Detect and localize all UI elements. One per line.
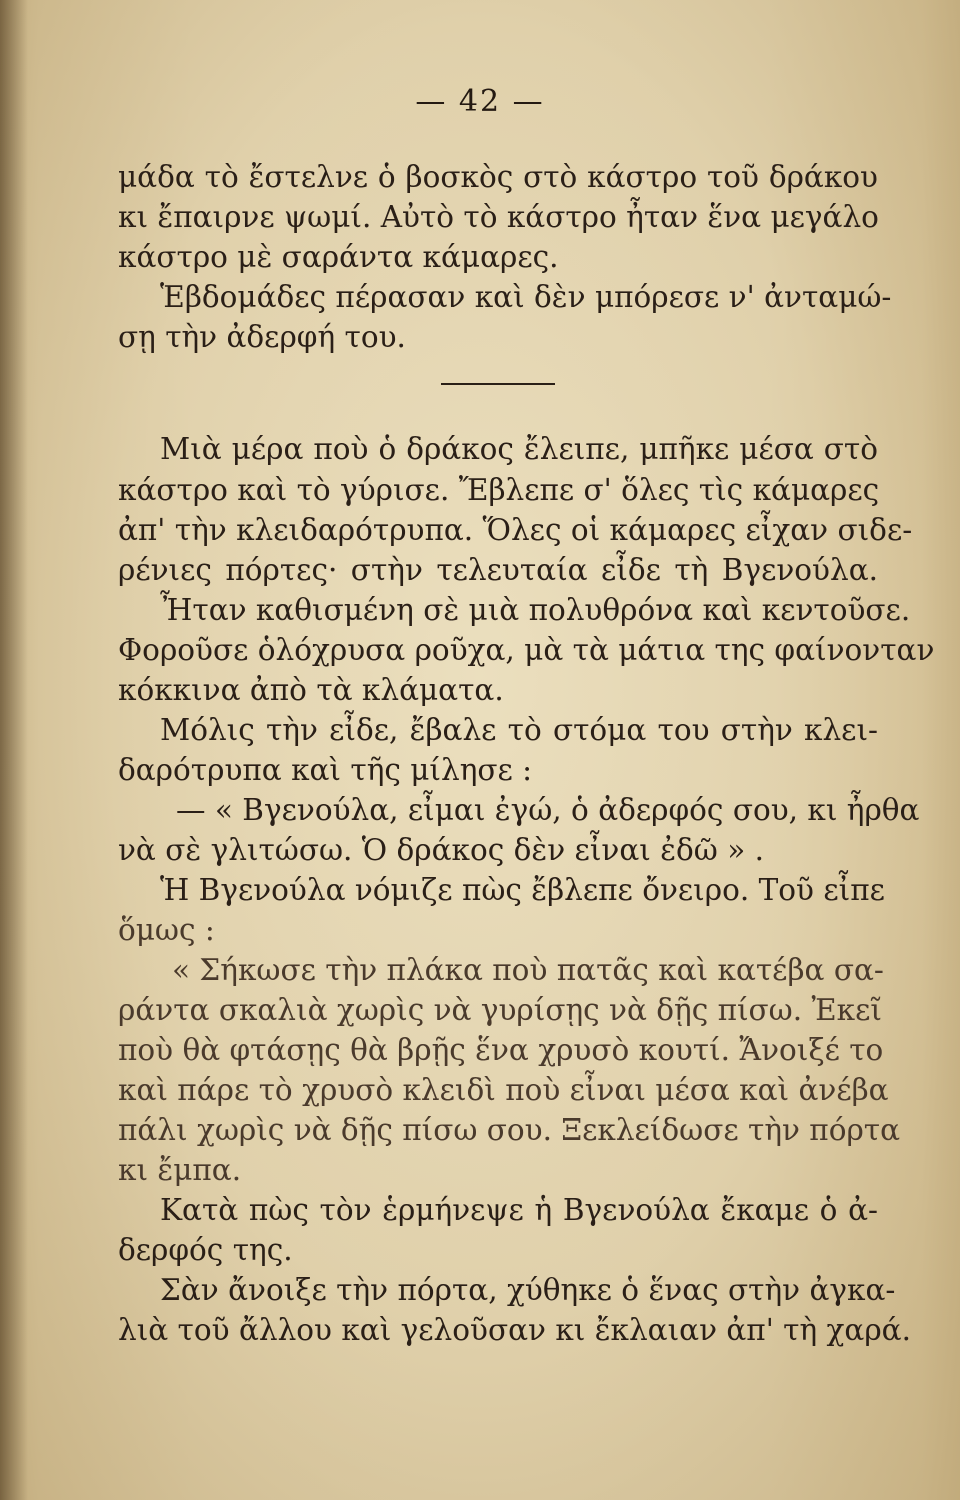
text-line: δερφός της. — [118, 1233, 293, 1267]
text-line: ὅμως : — [118, 913, 215, 947]
text-line: κι ἔπαιρνε ψωμί. Αὐτὸ τὸ κάστρο ἦταν ἕνα μεγάλο — [118, 200, 879, 234]
text-line: πάλι χωρὶς νὰ δῇς πίσω σου. Ξεκλείδωσε τὴν πόρτα — [118, 1113, 901, 1147]
text-line: μάδα τὸ ἔστελνε ὁ βοσκὸς στὸ κάστρο τοῦ δράκου — [118, 160, 878, 194]
text-line: καὶ πάρε τὸ χρυσὸ κλειδὶ ποὺ εἶναι μέσα καὶ ἀνέβα — [118, 1073, 889, 1107]
section-divider — [441, 383, 555, 385]
text-line: ποὺ θὰ φτάσῃς θὰ βρῇς ἕνα χρυσὸ κουτί. Ἄνοιξέ το — [118, 1033, 884, 1067]
text-line: κάστρο καὶ τὸ γύρισε. Ἔβλεπε σ' ὅλες τὶς κάμαρες — [118, 473, 880, 507]
text-line: κάστρο μὲ σαράντα κάμαρες. — [118, 240, 559, 274]
text-line: Ἡ Βγενούλα νόμιζε πὼς ἔβλεπε ὄνειρο. Τοῦ εἶπε — [160, 873, 885, 907]
binding-edge-shadow — [0, 0, 28, 1500]
text-line: « Σήκωσε τὴν πλάκα ποὺ πατᾶς καὶ κατέβα σα- — [172, 953, 884, 987]
text-line: Μόλις τὴν εἶδε, ἔβαλε τὸ στόμα του στὴν κλει- — [160, 713, 878, 747]
page-number: — 42 — — [415, 84, 545, 119]
text-line: νὰ σὲ γλιτώσω. Ὁ δράκος δὲν εἶναι ἐδῶ » . — [118, 833, 765, 867]
text-line: κι ἔμπα. — [118, 1153, 242, 1187]
text-line: ἀπ' τὴν κλειδαρότρυπα. Ὅλες οἱ κάμαρες εἶχαν σιδε- — [118, 513, 913, 547]
text-line: ρένιες πόρτες· στὴν τελευταία εἶδε τὴ Βγενούλα. — [118, 553, 878, 587]
text-line: Κατὰ πὼς τὸν ἑρμήνεψε ἡ Βγενούλα ἔκαμε ὁ ἀ- — [160, 1193, 878, 1227]
text-line: Σὰν ἄνοιξε τὴν πόρτα, χύθηκε ὁ ἕνας στὴν ἀγκα- — [160, 1273, 896, 1307]
text-line: Μιὰ μέρα ποὺ ὁ δράκος ἔλειπε, μπῆκε μέσα στὸ — [160, 432, 878, 466]
text-line: — « Βγενούλα, εἶμαι ἐγώ, ὁ ἀδερφός σου, κι ἦρθα — [176, 793, 920, 827]
text-line: Φοροῦσε ὁλόχρυσα ροῦχα, μὰ τὰ μάτια της φαίνονταν — [118, 633, 935, 667]
text-line: κόκκινα ἀπὸ τὰ κλάματα. — [118, 673, 504, 707]
text-line: Ἑβδομάδες πέρασαν καὶ δὲν μπόρεσε ν' ἀνταμώ- — [160, 280, 892, 314]
text-line: Ἦταν καθισμένη σὲ μιὰ πολυθρόνα καὶ κεντοῦσε. — [160, 593, 911, 627]
text-line: ράντα σκαλιὰ χωρὶς νὰ γυρίσῃς νὰ δῇς πίσω. Ἐκεῖ — [118, 993, 882, 1027]
text-line: δαρότρυπα καὶ τῆς μίλησε : — [118, 753, 533, 787]
text-line: λιὰ τοῦ ἄλλου καὶ γελοῦσαν κι ἔκλαιαν ἀπ' τὴ χαρά. — [118, 1313, 911, 1347]
text-line: σῃ τὴν ἀδερφή του. — [118, 320, 406, 354]
